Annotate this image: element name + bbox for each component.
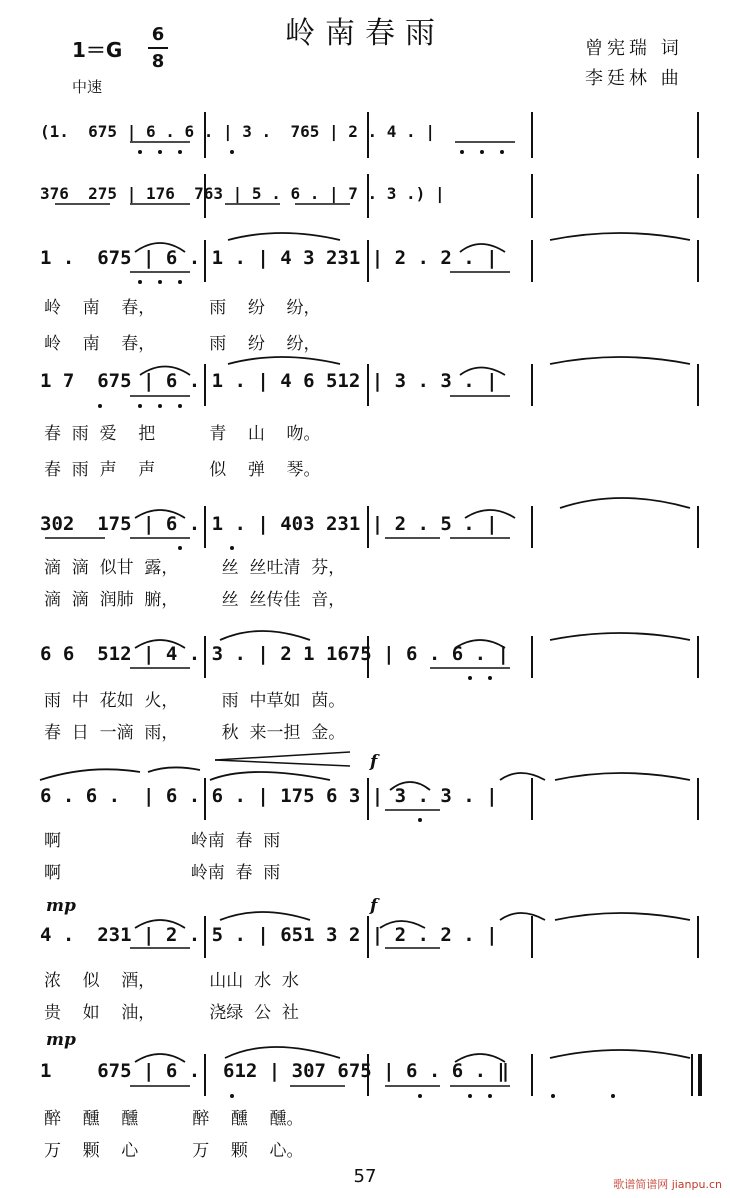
system-7-lyric-1: 啊 岭南 春 雨 [44, 831, 281, 851]
beam-underlines [45, 142, 515, 1086]
system-8-notes: 4 . 231 | 2 . 5 . | 651 3 2 | 2 . 2 . | [40, 924, 498, 946]
system-4-lyric-2: 春 雨 声 声 似 弹 琴。 [44, 460, 321, 480]
time-sig-bottom: 8 [151, 51, 165, 72]
crescendo-hairpin [215, 752, 350, 766]
dynamic-forte-2: f [370, 896, 378, 916]
system-9-lyric-2: 万 颗 心 万 颗 心。 [44, 1141, 304, 1161]
time-sig-top: 6 [151, 24, 165, 45]
key-signature: 1＝G [72, 38, 123, 62]
system-8-lyric-2: 贵 如 油， 浇绿 公 社 [44, 1003, 299, 1023]
system-9-notes: 1 675 | 6 . 612 | 307 675 | 6 . 6 . ‖ [40, 1060, 509, 1082]
dynamic-mezzo-piano-1: mp [46, 896, 76, 916]
song-title: 岭南春雨 [285, 16, 445, 51]
system-7-notes: 6 . 6 . | 6 . 6 . | 175 6 3 | 3 . 3 . | [40, 785, 498, 807]
octave-dots [98, 150, 615, 1098]
system-6-lyric-2: 春 日 一滴 雨， 秋 来一担 金。 [44, 723, 346, 743]
system-4-lyric-1: 春 雨 爱 把 青 山 吻。 [44, 424, 321, 444]
system-3-lyric-1: 岭 南 春， 雨 纷 纷， [44, 298, 321, 318]
lyricist-credit: 曾宪瑞 词 [585, 38, 683, 59]
system-5-notes: 302 175 | 6 . 1 . | 403 231 | 2 . 5 . | [40, 513, 498, 535]
slurs [40, 233, 690, 1062]
system-9-lyric-1: 醉 醺 醺 醉 醺 醺。 [44, 1109, 304, 1129]
site-watermark: 歌谱简谱网 jianpu.cn [613, 1178, 722, 1191]
system-2-notes: 376 275 | 176 763 | 5 . 6 . | 7 . 3 .) | [40, 184, 445, 203]
system-5-lyric-1: 滴 滴 似甘 露， 丝 丝吐清 芬， [44, 558, 346, 578]
barlines [205, 112, 700, 1096]
system-3-notes: 1 . 675 | 6 . 1 . | 4 3 231 | 2 . 2 . | [40, 247, 498, 269]
tempo-marking: 中速 [72, 78, 103, 96]
system-8-lyric-1: 浓 似 酒， 山山 水 水 [44, 971, 299, 991]
system-6-notes: 6 6 512 | 4 . 3 . | 2 1 1675 | 6 . 6 . | [40, 643, 509, 665]
system-5-lyric-2: 滴 滴 润肺 腑， 丝 丝传佳 音， [44, 590, 346, 610]
page-number: 57 [353, 1166, 377, 1187]
composer-credit: 李廷林 曲 [585, 68, 683, 89]
system-4-notes: 1 7 675 | 6 . 1 . | 4 6 512 | 3 . 3 . | [40, 370, 498, 392]
system-1-notes: (1. 675 | 6 . 6 . | 3 . 765 | 2 . 4 . | [40, 122, 435, 141]
system-6-lyric-1: 雨 中 花如 火， 雨 中草如 茵。 [44, 691, 346, 711]
system-3-lyric-2: 岭 南 春， 雨 纷 纷， [44, 334, 321, 354]
dynamic-forte-1: f [370, 752, 378, 772]
system-7-lyric-2: 啊 岭南 春 雨 [44, 863, 281, 883]
dynamic-mezzo-piano-2: mp [46, 1030, 76, 1050]
